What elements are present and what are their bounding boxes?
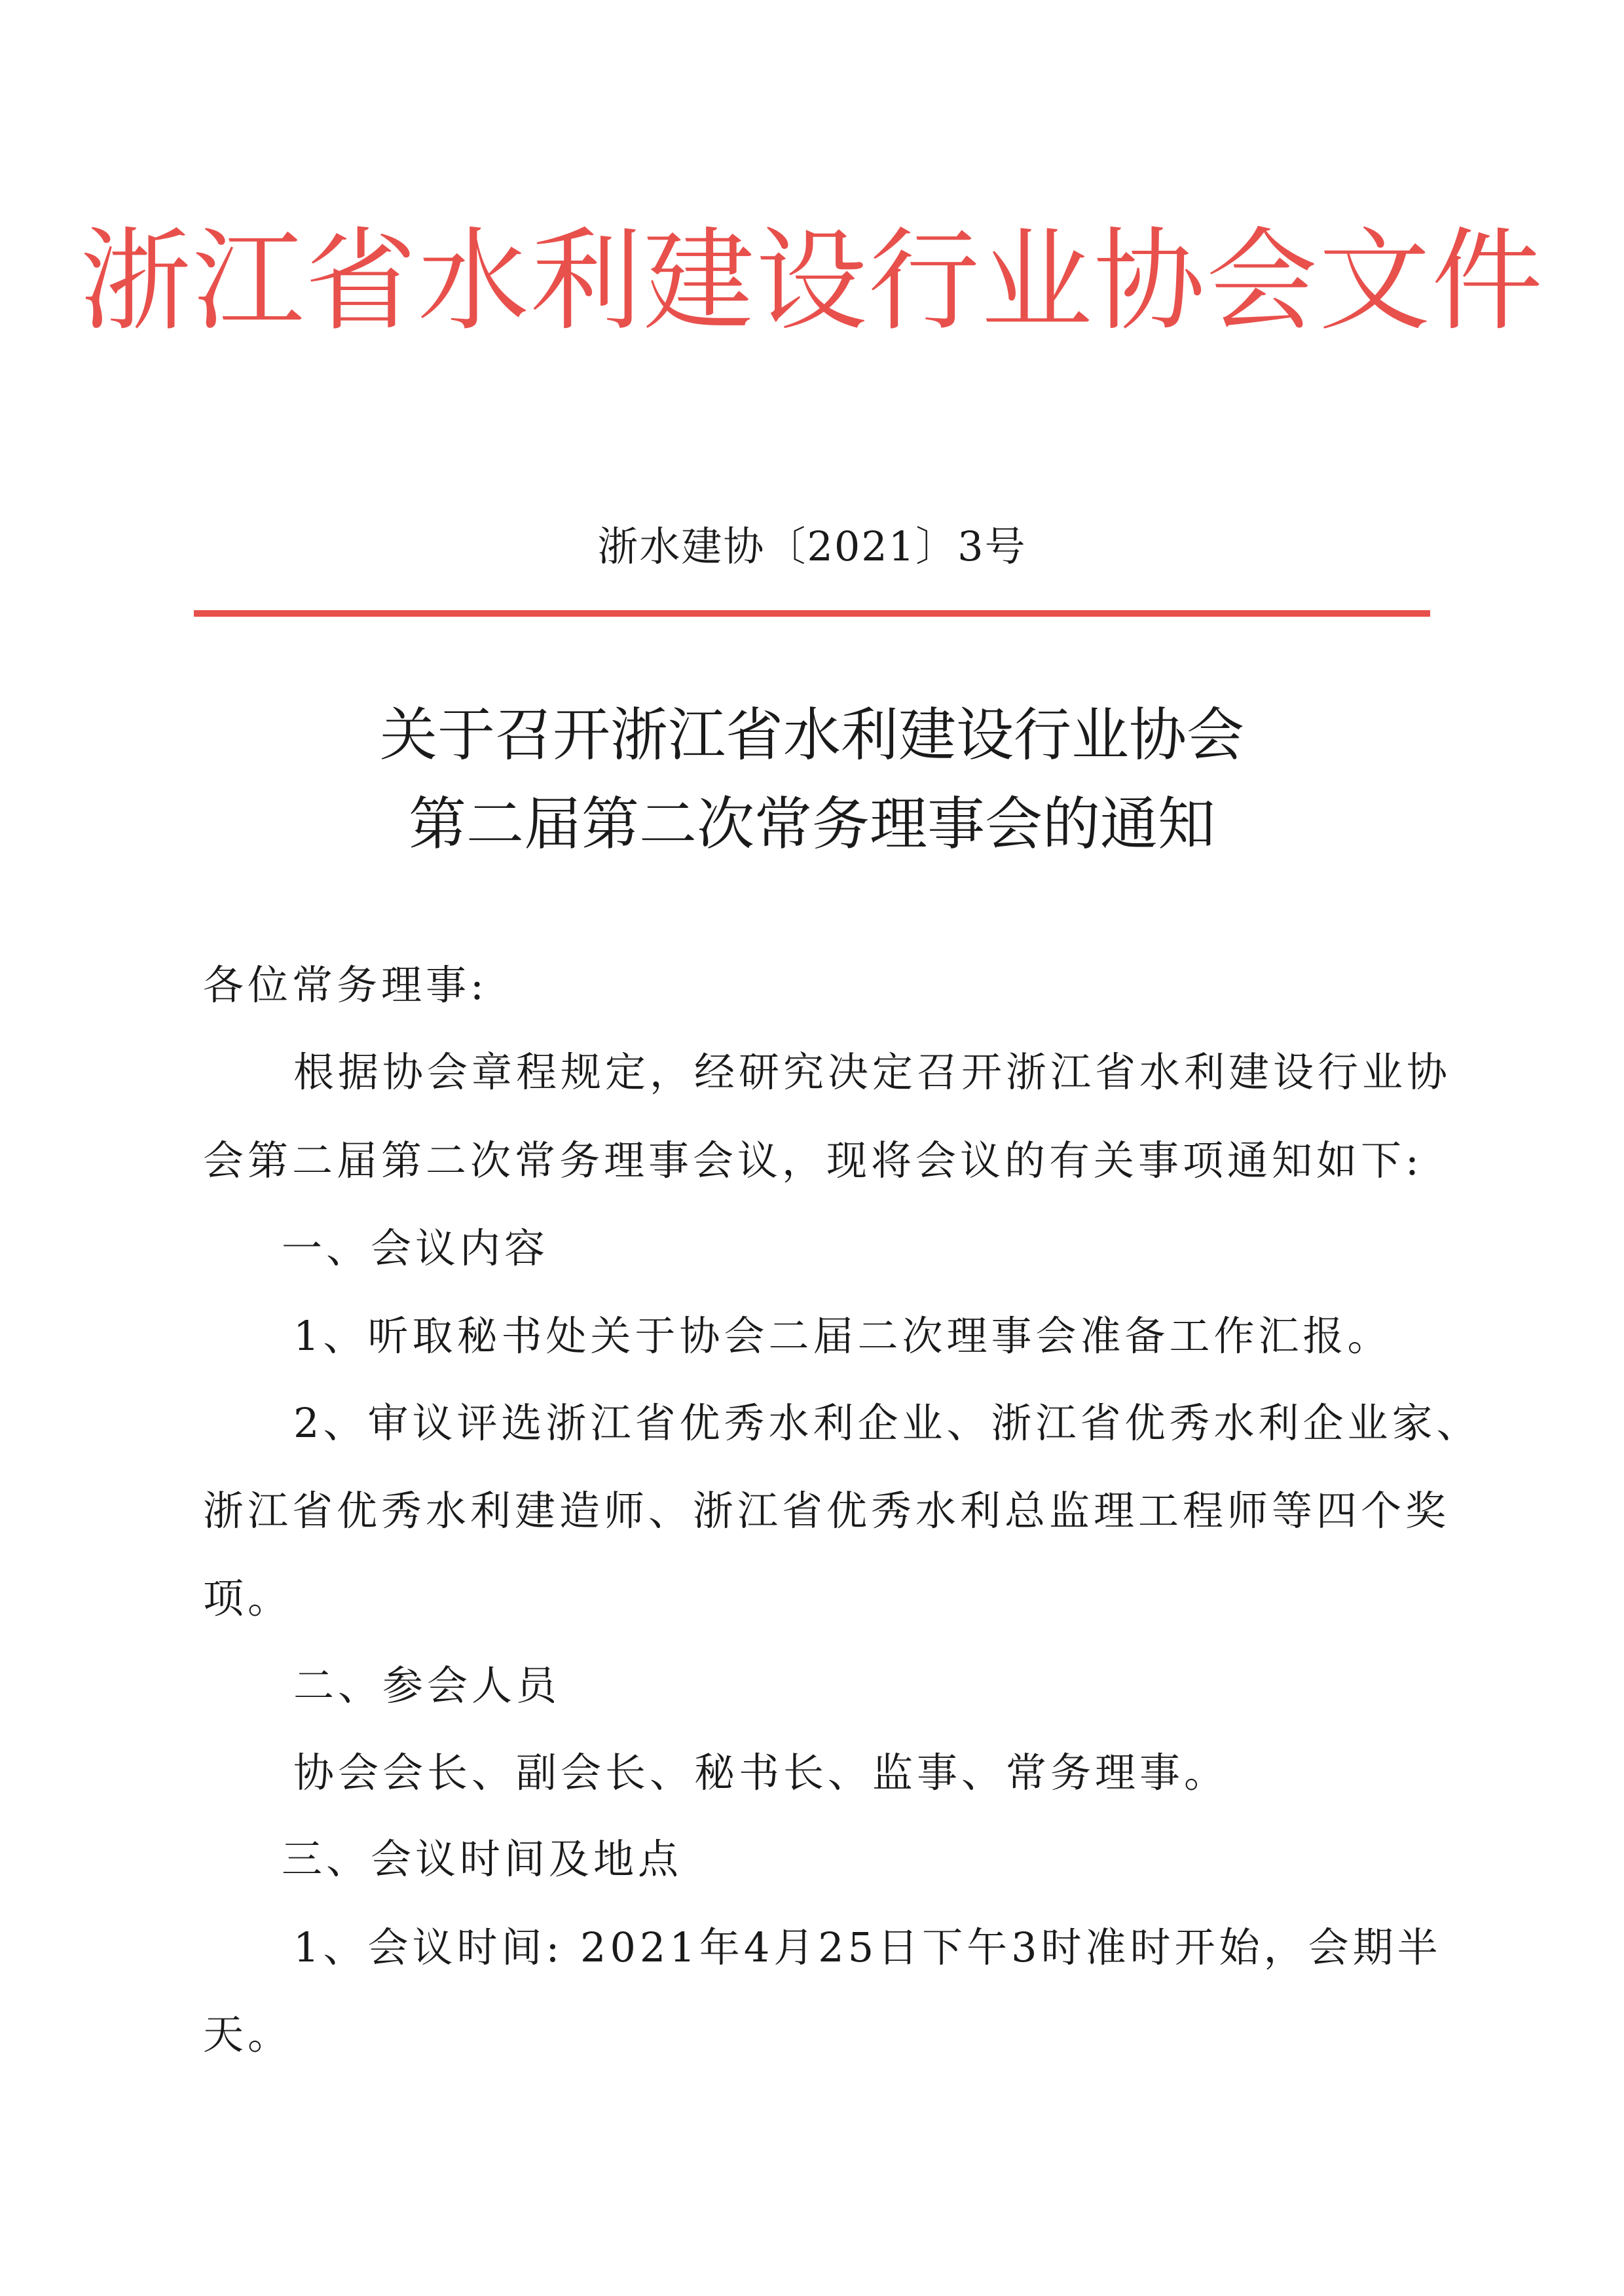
- agenda-item-2-line-2: 浙江省优秀水利建造师、浙江省优秀水利总监理工程师等四个奖: [203, 1487, 1450, 1535]
- intro-paragraph-line-2: 会第二届第二次常务理事会议，现将会议的有关事项通知如下:: [203, 1137, 1423, 1184]
- section-heading-attendees: 二、参会人员: [293, 1662, 561, 1709]
- notice-title-line-2: 第二届第二次常务理事会的通知: [408, 790, 1215, 858]
- red-divider-line: [194, 610, 1430, 617]
- attendees-list: 协会会长、副会长、秘书长、监事、常务理事。: [293, 1749, 1229, 1796]
- section-heading-time-and-place: 三、会议时间及地点: [282, 1835, 683, 1883]
- meeting-time-line-1: 1、会议时间: 2021年4月25日下午3时准时开始，会期半: [293, 1923, 1442, 1971]
- salutation: 各位常务理事:: [203, 961, 488, 1009]
- meeting-time-line-2: 天。: [203, 2011, 293, 2058]
- agenda-item-1: 1、听取秘书处关于协会二届二次理事会准备工作汇报。: [293, 1312, 1392, 1360]
- section-heading-meeting-content: 一、会议内容: [282, 1224, 549, 1272]
- document-number: 浙水建协〔2021〕3号: [597, 522, 1027, 570]
- letterhead-title: 浙江省水利建设行业协会文件: [79, 217, 1544, 346]
- agenda-item-2-line-3: 项。: [203, 1575, 293, 1622]
- notice-title-line-1: 关于召开浙江省水利建设行业协会: [379, 701, 1244, 769]
- intro-paragraph-line-1: 根据协会章程规定，经研究决定召开浙江省水利建设行业协: [293, 1048, 1452, 1096]
- agenda-item-2-line-1: 2、审议评选浙江省优秀水利企业、浙江省优秀水利企业家、: [293, 1399, 1481, 1447]
